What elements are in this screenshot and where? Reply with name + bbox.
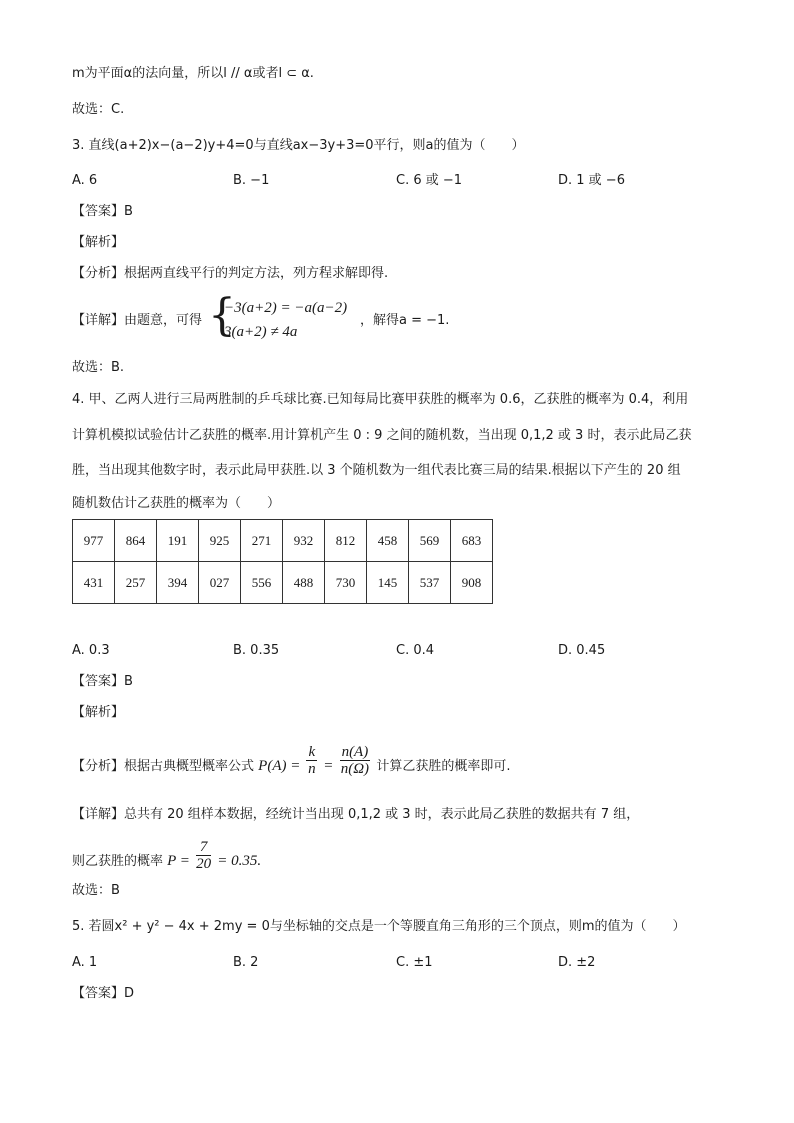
fraction-denominator: n	[308, 761, 316, 777]
q5-option-a: A. 1	[72, 955, 98, 970]
q4-fenxi: 【分析】根据古典概型概率公式 P(A) = $\frac{k}{n}$ = $\frac{n(A)}{n(\Omega)}$ 计算乙获胜的概率即可.	[72, 744, 511, 777]
q3-analysis-label: 【解析】	[72, 235, 125, 250]
table-cell: 556	[241, 562, 283, 604]
table-cell: 537	[409, 562, 451, 604]
result-value: = 0.35.	[217, 853, 262, 869]
q4-option-d: D. 0.45	[558, 643, 606, 658]
table-cell: 394	[157, 562, 199, 604]
q3-answer: 故选：B.	[72, 360, 125, 375]
q4-result-prefix: 则乙获胜的概率	[72, 854, 164, 869]
q5-stem: 5. 若圆x² + y² − 4x + 2my = 0与坐标轴的交点是一个等腰直角三角形的三个顶点，则m的值为（ ）	[72, 919, 686, 934]
fraction-denominator: 20	[196, 856, 212, 872]
fraction-numerator: n(A)	[341, 744, 369, 760]
q3-answer-label: 【答案】B	[72, 204, 133, 219]
fraction-denominator: n(Ω)	[340, 761, 370, 777]
q4-option-c: C. 0.4	[396, 643, 435, 658]
q3-stem: 3. 直线(a+2)x−(a−2)y+4=0与直线ax−3y+3=0平行，则a的值为（ ）	[72, 138, 525, 153]
random-number-table	[72, 519, 493, 604]
q5-answer-label: 【答案】D	[72, 986, 135, 1001]
fraction-7-20	[196, 839, 211, 872]
table-cell: 257	[115, 562, 157, 604]
q4-answer: 故选：B	[72, 883, 120, 898]
table-cell: 431	[73, 562, 115, 604]
fraction-numerator: 7	[196, 839, 211, 856]
table-cell: 145	[367, 562, 409, 604]
q3-option-d: D. 1 或 −6	[558, 173, 625, 188]
table-cell: 271	[241, 520, 283, 562]
q3-option-a: A. 6	[72, 173, 98, 188]
table-cell: 191	[157, 520, 199, 562]
q4-option-b: B. 0.35	[233, 643, 280, 658]
q3-option-b: B. −1	[233, 173, 270, 188]
q5-option-c: C. ±1	[396, 955, 433, 970]
system-brace: {	[208, 290, 236, 341]
fraction-numerator: k	[308, 744, 316, 760]
q4-option-a: A. 0.3	[72, 643, 110, 658]
table-cell: 488	[283, 562, 325, 604]
table-cell: 812	[325, 520, 367, 562]
q4-fenxi-prefix: 【分析】根据古典概型概率公式	[72, 759, 255, 774]
table-cell: 864	[115, 520, 157, 562]
q3-equation-1: −3(a+2) = −a(a−2)	[224, 300, 348, 316]
q3-equation-2: 3(a+2) ≠ 4a	[224, 324, 298, 340]
q3-option-c: C. 6 或 −1	[396, 173, 463, 188]
q3-xiangjie-prefix: 【详解】由题意，可得	[72, 313, 203, 328]
table-cell: 569	[409, 520, 451, 562]
table-cell: 683	[451, 520, 493, 562]
q4-fenxi-suffix: 计算乙获胜的概率即可.	[376, 759, 511, 774]
table-cell: 027	[199, 562, 241, 604]
table-cell: 730	[325, 562, 367, 604]
formula-lhs: P(A) =	[258, 758, 301, 774]
q4-answer-label: 【答案】B	[72, 674, 133, 689]
q2-conclusion: m为平面α的法向量，所以l // α或者l ⊂ α.	[72, 66, 314, 81]
q5-option-d: D. ±2	[558, 955, 596, 970]
table-cell: 977	[73, 520, 115, 562]
q4-stem-line-1: 4. 甲、乙两人进行三局两胜制的乒乓球比赛.已知每局比赛甲获胜的概率为 0.6，乙获胜的概率为 0.4，利用	[72, 392, 689, 407]
q4-result	[72, 839, 262, 878]
q4-xiangjie: 【详解】总共有 20 组样本数据，经统计当出现 0,1,2 或 3 时，表示此局乙获胜的数据共有 7 组，	[72, 807, 640, 822]
q2-answer: 故选：C.	[72, 102, 125, 117]
q4-stem-line-4: 随机数估计乙获胜的概率为（ ）	[72, 496, 281, 511]
q4-analysis-label: 【解析】	[72, 705, 125, 720]
fraction-k-n	[306, 744, 317, 777]
q3-fenxi: 【分析】根据两直线平行的判定方法，列方程求解即得.	[72, 266, 389, 281]
q4-stem-line-2: 计算机模拟试验估计乙获胜的概率.用计算机产生 0 : 9 之间的随机数，当出现 0,1,2 或 3 时，表示此局乙获	[72, 428, 692, 443]
result-p: P =	[167, 853, 190, 869]
table-cell: 925	[199, 520, 241, 562]
fraction-nA-nOmega	[340, 744, 371, 777]
table-cell: 932	[283, 520, 325, 562]
table-row	[73, 520, 493, 562]
q3-xiangjie-suffix: ，解得a = −1.	[360, 313, 450, 328]
q4-stem-line-3: 胜，当出现其他数字时，表示此局甲获胜.以 3 个随机数为一组代表比赛三局的结果.根据以下产生的 20 组	[72, 463, 681, 478]
q5-option-b: B. 2	[233, 955, 259, 970]
table-row	[73, 562, 493, 604]
table-cell: 458	[367, 520, 409, 562]
table-cell: 908	[451, 562, 493, 604]
